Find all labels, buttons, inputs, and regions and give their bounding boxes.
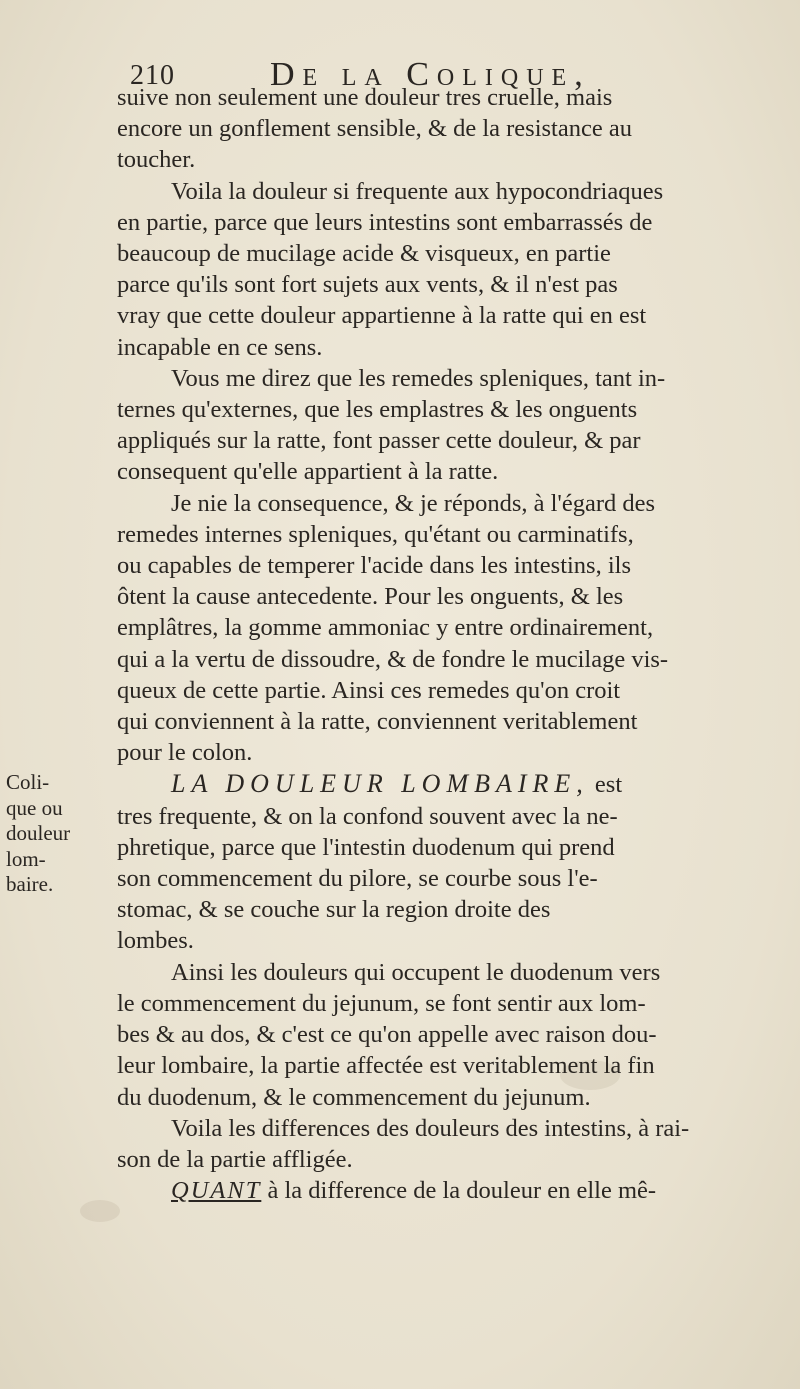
text-line: son commencement du pilore, se courbe sous l'e- (117, 865, 598, 893)
paragraph (117, 1113, 789, 1175)
text-line: queux de cette partie. Ainsi ces remedes qu'on croit (117, 676, 621, 704)
text-line: parce qu'ils sont fort sujets aux vents, & il n'est pas (117, 271, 618, 299)
text-line: vray que cette douleur appartienne à la ratte qui en est (117, 302, 647, 330)
text-line: ôtent la cause antecedente. Pour les onguents, & les (117, 583, 624, 611)
text-line: Je nie la consequence, & je réponds, à l'égard des (171, 489, 656, 517)
paragraph (117, 488, 789, 769)
text-line: consequent qu'elle appartient à la ratte. (117, 458, 499, 486)
margin-note-line: lom- (6, 846, 46, 871)
text-line: beaucoup de mucilage acide & visqueux, en partie (117, 240, 611, 268)
page-number: 210 (130, 60, 175, 91)
margin-note-line: que ou (6, 795, 63, 820)
text-line: qui a la vertu de dissoudre, & de fondre le mucilage vis- (117, 645, 669, 673)
text-line: encore un gonflement sensible, & de la resistance au (117, 115, 632, 143)
running-title: De la Colique, (270, 56, 591, 93)
paragraph (117, 957, 789, 1113)
text-line: pour le colon. (117, 739, 253, 767)
quant-word: QUANT (171, 1177, 262, 1205)
body-text (117, 82, 789, 1206)
text-line: ternes qu'externes, que les emplastres & les onguents (117, 396, 638, 424)
paragraph (117, 176, 789, 363)
text-line: son de la partie affligée. (117, 1145, 353, 1173)
text-line: ou capables de temperer l'acide dans les intestins, ils (117, 552, 631, 580)
text-line: en partie, parce que leurs intestins sont embarrassés de (117, 208, 653, 236)
text-line-tail: à la difference de la douleur en elle mê- (261, 1177, 657, 1205)
text-line (117, 1175, 789, 1206)
text-line: toucher. (117, 146, 196, 174)
text-line: phretique, parce que l'intestin duodenum qui prend (117, 833, 615, 861)
text-line: Voila la douleur si frequente aux hypocondriaques (171, 177, 664, 205)
text-line: Vous me direz que les remedes spleniques, tant in- (171, 364, 666, 392)
text-line: le commencement du jejunum, se font sentir aux lom- (117, 989, 646, 1017)
paragraph (117, 1175, 789, 1206)
text-line: leur lombaire, la partie affectée est veritablement la fin (117, 1052, 655, 1080)
margin-note-line: douleur (6, 821, 71, 846)
text-line: emplâtres, la gomme ammoniac y entre ordinairement, (117, 614, 654, 642)
text-line: Voila les differences des douleurs des intestins, à rai- (171, 1114, 690, 1142)
paper-stain (80, 1200, 120, 1222)
text-line (117, 768, 789, 800)
section-heading: LA DOULEUR LOMBAIRE, (171, 769, 589, 799)
text-line: tres frequente, & on la confond souvent avec la ne- (117, 802, 618, 830)
paragraph (117, 768, 789, 956)
margin-note (6, 770, 110, 898)
text-line: qui conviennent à la ratte, conviennent veritablement (117, 708, 638, 736)
paragraph (117, 82, 789, 176)
text-line: remedes internes spleniques, qu'étant ou carminatifs, (117, 520, 634, 548)
text-line: bes & au dos, & c'est ce qu'on appelle avec raison dou- (117, 1021, 657, 1049)
text-line: incapable en ce sens. (117, 333, 323, 361)
text-line: Ainsi les douleurs qui occupent le duodenum vers (171, 958, 661, 986)
text-line: stomac, & se couche sur la region droite des (117, 896, 551, 924)
text-line: du duodenum, & le commencement du jejunum. (117, 1083, 591, 1111)
text-line: suive non seulement une douleur tres cruelle, mais (117, 84, 613, 111)
paragraph (117, 363, 789, 488)
margin-note-line: baire. (6, 872, 54, 897)
heading-tail: est (588, 771, 623, 799)
text-line: lombes. (117, 927, 194, 955)
margin-note-line: Coli- (6, 770, 50, 795)
text-line: appliqués sur la ratte, font passer cette douleur, & par (117, 427, 641, 455)
